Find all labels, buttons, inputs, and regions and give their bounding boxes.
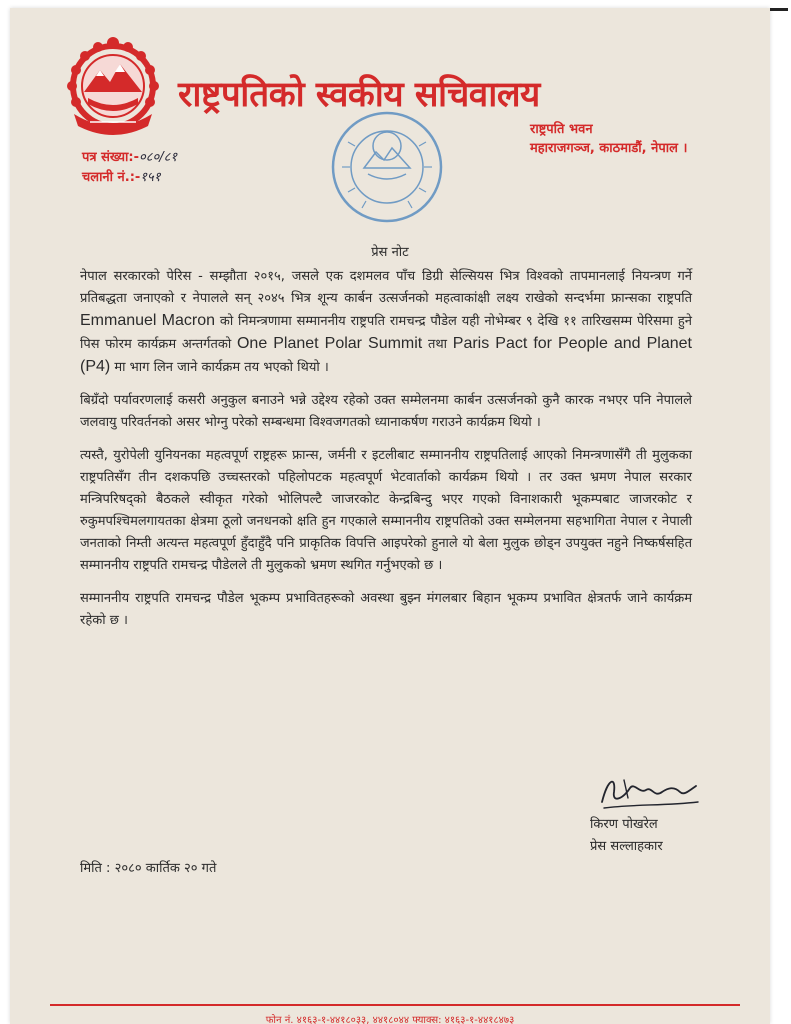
p1-summit: One Planet Polar Summit [236, 335, 423, 352]
letter-number-value: ०८०/८१ [138, 150, 178, 165]
paragraph-1 [80, 266, 692, 379]
p1-pact: Paris Pact for People and Planet (P4) [80, 335, 692, 375]
date-line: मिति : २०८० कार्तिक २० गते [80, 861, 217, 876]
dispatch-number-value: १५१ [140, 170, 161, 185]
signatory-name: किरण पोखरेल [590, 817, 658, 832]
letter-number [82, 148, 177, 168]
address-line-1: राष्ट्रपति भवन [530, 122, 593, 137]
letterhead-address [530, 120, 687, 158]
scan-edge-mark [770, 8, 788, 11]
reference-block [82, 148, 177, 188]
paragraph-2: बिग्रँदो पर्यावरणलाई कसरी अनुकुल बनाउने भन्ने उद्देश्य रहेको उक्त सम्मेलनमा कार्बन उत्सर्जनको कुनै कारक नभएर पनि नेपालले जलवायु परिवर्तनको असर भोग्नु परेको सम्बन्धमा विश्वजगतको ध्यानाकर्षण गराउने कार्यक्रम थियो । [80, 393, 692, 430]
signature-icon [594, 768, 704, 816]
p1-name: Emmanuel Macron [80, 312, 215, 329]
p1-text-b: को निमन्त्रणामा सम्माननीय राष्ट्रपति रामचन्द्र पौडेल यही नोभेम्बर ९ देखि ११ तारिखसम्म पेरिसमा हुने पिस फोरम कार्यक्रम अन्तर्गतको [80, 314, 692, 352]
signatory-designation: प्रेस सल्लाहकार [590, 839, 663, 854]
letter-number-label: पत्र संख्या:- [82, 150, 139, 165]
footer-contact: फोन नं. ४१६३-१-४४१८०३३, ४४१८०४४ फ्याक्स: ४१६३-१-४४१८४७३ [265, 1015, 515, 1024]
office-stamp-icon [328, 108, 446, 226]
p1-text-d: मा भाग लिन जाने कार्यक्रम तय भएको थियो । [114, 360, 329, 375]
dispatch-number-label: चलानी नं.:- [82, 170, 141, 185]
paragraph-3: त्यस्तै, युरोपेली युनियनका महत्वपूर्ण राष्ट्रहरू फ्रान्स, जर्मनी र इटलीबाट सम्माननीय राष्ट्रपतिलाई आएको निमन्त्रणासँगै ती मुलुकका राष्ट्रपतिसँग तीन दशकपछि उच्चस्तरको पहिलोपटक महत्वपूर्ण भेटवार्ताको कार्यक्रम थियो । तर उक्त भ्रमण नेपाल सरकार मन्त्रिपरिषद्को बैठकले स्वीकृत गरेको भोलिपल्टै जाजरकोट केन्द्रबिन्दु भएर गएको विनाशकारी भूकम्पबाट जाजरकोट र रुकुमपश्चिमलगायतका क्षेत्रमा ठूलो जनधनको क्षति हुन गएकाले सम्माननीय राष्ट्रपतिको उक्त सम्मेलनमा सहभागिता नेपाल र नेपाली जनताको निम्ती अत्यन्त महत्वपूर्ण हुँदाहुँदै पनि प्राकृतिक विपत्ति आइपरेको हुनाले यो बेला मुलुक छोड्न उपयुक्त नहुने निष्कर्षसहित सम्माननीय राष्ट्रपति रामचन्द्र पौडेलले ती मुलुकको भ्रमण स्थगित गर्नुभएको छ । [80, 448, 692, 573]
dispatch-number [82, 168, 177, 188]
footer-divider [50, 1004, 740, 1006]
paragraph-4: सम्माननीय राष्ट्रपति रामचन्द्र पौडेल भूकम्प प्रभावितहरूको अवस्था बुझ्न मंगलबार बिहान भूकम्प प्रभावित क्षेत्रतर्फ जाने कार्यक्रम रहेको छ । [80, 591, 692, 628]
letter-body [80, 266, 692, 643]
press-note-heading: प्रेस नोट [371, 245, 409, 260]
nepal-emblem-icon [60, 34, 166, 136]
letter-page [10, 8, 770, 1024]
p1-text-c: तथा [427, 337, 448, 352]
signatory-block [590, 814, 663, 858]
letterhead-title: राष्ट्रपतिको स्वकीय सचिवालय [178, 75, 540, 115]
p1-text-a: नेपाल सरकारको पेरिस - सम्झौता २०१५, जसले एक दशमलव पाँच डिग्री सेल्सियस भित्र विश्वको तापमानलाई नियन्त्रण गर्ने प्रतिबद्धता जनाएको र नेपालले सन् २०४५ भित्र शून्य कार्बन उत्सर्जनको महत्वाकांक्षी लक्ष्य राखेको सन्दर्भमा फ्रान्सका राष्ट्रपति [80, 269, 692, 306]
address-line-2: महाराजगञ्ज, काठमाडौं, नेपाल । [530, 141, 688, 156]
